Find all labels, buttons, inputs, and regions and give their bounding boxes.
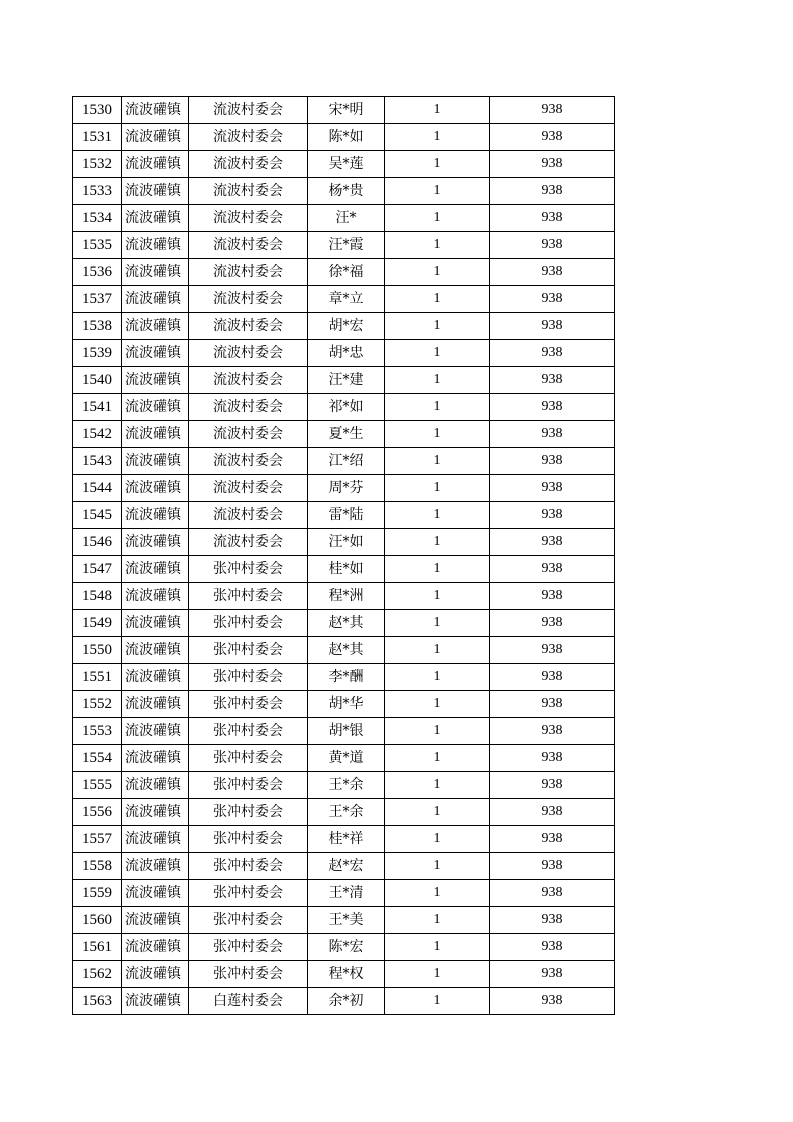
village-cell: 张冲村委会 bbox=[189, 772, 308, 799]
name-cell: 胡*宏 bbox=[308, 313, 385, 340]
village-cell: 白莲村委会 bbox=[189, 988, 308, 1015]
table-row bbox=[73, 232, 615, 259]
village-cell: 流波村委会 bbox=[189, 421, 308, 448]
row-number-cell: 1534 bbox=[73, 205, 122, 232]
village-cell: 流波村委会 bbox=[189, 97, 308, 124]
row-number-cell: 1530 bbox=[73, 97, 122, 124]
town-cell: 流波礶镇 bbox=[122, 259, 189, 286]
town-cell: 流波礶镇 bbox=[122, 772, 189, 799]
town-cell: 流波礶镇 bbox=[122, 610, 189, 637]
amount-cell: 938 bbox=[490, 826, 615, 853]
amount-cell: 938 bbox=[490, 394, 615, 421]
count-cell: 1 bbox=[385, 880, 490, 907]
row-number-cell: 1543 bbox=[73, 448, 122, 475]
amount-cell: 938 bbox=[490, 799, 615, 826]
table-row bbox=[73, 448, 615, 475]
town-cell: 流波礶镇 bbox=[122, 853, 189, 880]
table-row bbox=[73, 610, 615, 637]
table-row bbox=[73, 718, 615, 745]
row-number-cell: 1552 bbox=[73, 691, 122, 718]
town-cell: 流波礶镇 bbox=[122, 286, 189, 313]
village-cell: 流波村委会 bbox=[189, 529, 308, 556]
row-number-cell: 1535 bbox=[73, 232, 122, 259]
town-cell: 流波礶镇 bbox=[122, 394, 189, 421]
name-cell: 李*酬 bbox=[308, 664, 385, 691]
row-number-cell: 1540 bbox=[73, 367, 122, 394]
village-cell: 流波村委会 bbox=[189, 178, 308, 205]
row-number-cell: 1537 bbox=[73, 286, 122, 313]
count-cell: 1 bbox=[385, 907, 490, 934]
row-number-cell: 1541 bbox=[73, 394, 122, 421]
village-cell: 张冲村委会 bbox=[189, 934, 308, 961]
amount-cell: 938 bbox=[490, 502, 615, 529]
count-cell: 1 bbox=[385, 151, 490, 178]
count-cell: 1 bbox=[385, 367, 490, 394]
town-cell: 流波礶镇 bbox=[122, 961, 189, 988]
village-cell: 张冲村委会 bbox=[189, 583, 308, 610]
amount-cell: 938 bbox=[490, 664, 615, 691]
village-cell: 张冲村委会 bbox=[189, 691, 308, 718]
name-cell: 王*余 bbox=[308, 772, 385, 799]
row-number-cell: 1561 bbox=[73, 934, 122, 961]
town-cell: 流波礶镇 bbox=[122, 529, 189, 556]
table-row bbox=[73, 151, 615, 178]
row-number-cell: 1560 bbox=[73, 907, 122, 934]
name-cell: 胡*华 bbox=[308, 691, 385, 718]
amount-cell: 938 bbox=[490, 880, 615, 907]
town-cell: 流波礶镇 bbox=[122, 367, 189, 394]
table-row bbox=[73, 97, 615, 124]
village-cell: 流波村委会 bbox=[189, 232, 308, 259]
name-cell: 祁*如 bbox=[308, 394, 385, 421]
count-cell: 1 bbox=[385, 934, 490, 961]
table-row bbox=[73, 394, 615, 421]
count-cell: 1 bbox=[385, 124, 490, 151]
village-cell: 张冲村委会 bbox=[189, 826, 308, 853]
name-cell: 桂*如 bbox=[308, 556, 385, 583]
name-cell: 徐*福 bbox=[308, 259, 385, 286]
town-cell: 流波礶镇 bbox=[122, 799, 189, 826]
name-cell: 程*洲 bbox=[308, 583, 385, 610]
count-cell: 1 bbox=[385, 826, 490, 853]
count-cell: 1 bbox=[385, 583, 490, 610]
table-row bbox=[73, 367, 615, 394]
name-cell: 陈*宏 bbox=[308, 934, 385, 961]
town-cell: 流波礶镇 bbox=[122, 232, 189, 259]
table-row bbox=[73, 583, 615, 610]
town-cell: 流波礶镇 bbox=[122, 205, 189, 232]
village-cell: 流波村委会 bbox=[189, 475, 308, 502]
row-number-cell: 1539 bbox=[73, 340, 122, 367]
records-body bbox=[73, 97, 615, 1015]
count-cell: 1 bbox=[385, 664, 490, 691]
name-cell: 赵*宏 bbox=[308, 853, 385, 880]
name-cell: 王*清 bbox=[308, 880, 385, 907]
row-number-cell: 1532 bbox=[73, 151, 122, 178]
amount-cell: 938 bbox=[490, 637, 615, 664]
count-cell: 1 bbox=[385, 502, 490, 529]
row-number-cell: 1547 bbox=[73, 556, 122, 583]
count-cell: 1 bbox=[385, 637, 490, 664]
village-cell: 张冲村委会 bbox=[189, 637, 308, 664]
table-row bbox=[73, 772, 615, 799]
name-cell: 江*绍 bbox=[308, 448, 385, 475]
row-number-cell: 1545 bbox=[73, 502, 122, 529]
row-number-cell: 1531 bbox=[73, 124, 122, 151]
table-row bbox=[73, 826, 615, 853]
town-cell: 流波礶镇 bbox=[122, 313, 189, 340]
table-row bbox=[73, 205, 615, 232]
amount-cell: 938 bbox=[490, 691, 615, 718]
count-cell: 1 bbox=[385, 232, 490, 259]
table-row bbox=[73, 664, 615, 691]
row-number-cell: 1536 bbox=[73, 259, 122, 286]
amount-cell: 938 bbox=[490, 583, 615, 610]
amount-cell: 938 bbox=[490, 178, 615, 205]
amount-cell: 938 bbox=[490, 259, 615, 286]
amount-cell: 938 bbox=[490, 772, 615, 799]
amount-cell: 938 bbox=[490, 745, 615, 772]
name-cell: 汪*霞 bbox=[308, 232, 385, 259]
amount-cell: 938 bbox=[490, 610, 615, 637]
row-number-cell: 1533 bbox=[73, 178, 122, 205]
name-cell: 桂*祥 bbox=[308, 826, 385, 853]
town-cell: 流波礶镇 bbox=[122, 745, 189, 772]
row-number-cell: 1562 bbox=[73, 961, 122, 988]
amount-cell: 938 bbox=[490, 124, 615, 151]
village-cell: 张冲村委会 bbox=[189, 880, 308, 907]
village-cell: 流波村委会 bbox=[189, 205, 308, 232]
name-cell: 王*余 bbox=[308, 799, 385, 826]
town-cell: 流波礶镇 bbox=[122, 502, 189, 529]
count-cell: 1 bbox=[385, 772, 490, 799]
table-row bbox=[73, 961, 615, 988]
count-cell: 1 bbox=[385, 286, 490, 313]
town-cell: 流波礶镇 bbox=[122, 691, 189, 718]
table-row bbox=[73, 691, 615, 718]
table-row bbox=[73, 529, 615, 556]
amount-cell: 938 bbox=[490, 934, 615, 961]
table-row bbox=[73, 556, 615, 583]
count-cell: 1 bbox=[385, 799, 490, 826]
village-cell: 张冲村委会 bbox=[189, 718, 308, 745]
row-number-cell: 1546 bbox=[73, 529, 122, 556]
count-cell: 1 bbox=[385, 475, 490, 502]
table-row bbox=[73, 799, 615, 826]
village-cell: 张冲村委会 bbox=[189, 664, 308, 691]
village-cell: 流波村委会 bbox=[189, 286, 308, 313]
amount-cell: 938 bbox=[490, 286, 615, 313]
amount-cell: 938 bbox=[490, 97, 615, 124]
amount-cell: 938 bbox=[490, 529, 615, 556]
town-cell: 流波礶镇 bbox=[122, 556, 189, 583]
name-cell: 胡*忠 bbox=[308, 340, 385, 367]
name-cell: 汪*如 bbox=[308, 529, 385, 556]
amount-cell: 938 bbox=[490, 151, 615, 178]
row-number-cell: 1553 bbox=[73, 718, 122, 745]
count-cell: 1 bbox=[385, 178, 490, 205]
amount-cell: 938 bbox=[490, 556, 615, 583]
town-cell: 流波礶镇 bbox=[122, 934, 189, 961]
name-cell: 王*美 bbox=[308, 907, 385, 934]
town-cell: 流波礶镇 bbox=[122, 664, 189, 691]
table-row bbox=[73, 286, 615, 313]
count-cell: 1 bbox=[385, 988, 490, 1015]
row-number-cell: 1554 bbox=[73, 745, 122, 772]
village-cell: 张冲村委会 bbox=[189, 853, 308, 880]
table-row bbox=[73, 313, 615, 340]
village-cell: 流波村委会 bbox=[189, 394, 308, 421]
village-cell: 流波村委会 bbox=[189, 259, 308, 286]
amount-cell: 938 bbox=[490, 853, 615, 880]
count-cell: 1 bbox=[385, 961, 490, 988]
town-cell: 流波礶镇 bbox=[122, 718, 189, 745]
table-row bbox=[73, 907, 615, 934]
table-row bbox=[73, 340, 615, 367]
row-number-cell: 1559 bbox=[73, 880, 122, 907]
count-cell: 1 bbox=[385, 205, 490, 232]
table-row bbox=[73, 475, 615, 502]
amount-cell: 938 bbox=[490, 232, 615, 259]
amount-cell: 938 bbox=[490, 448, 615, 475]
amount-cell: 938 bbox=[490, 313, 615, 340]
row-number-cell: 1563 bbox=[73, 988, 122, 1015]
name-cell: 程*权 bbox=[308, 961, 385, 988]
amount-cell: 938 bbox=[490, 421, 615, 448]
row-number-cell: 1556 bbox=[73, 799, 122, 826]
town-cell: 流波礶镇 bbox=[122, 124, 189, 151]
count-cell: 1 bbox=[385, 853, 490, 880]
row-number-cell: 1544 bbox=[73, 475, 122, 502]
village-cell: 流波村委会 bbox=[189, 502, 308, 529]
name-cell: 夏*生 bbox=[308, 421, 385, 448]
town-cell: 流波礶镇 bbox=[122, 637, 189, 664]
town-cell: 流波礶镇 bbox=[122, 988, 189, 1015]
table-row bbox=[73, 745, 615, 772]
town-cell: 流波礶镇 bbox=[122, 340, 189, 367]
village-cell: 张冲村委会 bbox=[189, 556, 308, 583]
count-cell: 1 bbox=[385, 97, 490, 124]
count-cell: 1 bbox=[385, 691, 490, 718]
row-number-cell: 1551 bbox=[73, 664, 122, 691]
table-row bbox=[73, 637, 615, 664]
amount-cell: 938 bbox=[490, 475, 615, 502]
town-cell: 流波礶镇 bbox=[122, 880, 189, 907]
table-row bbox=[73, 124, 615, 151]
amount-cell: 938 bbox=[490, 340, 615, 367]
town-cell: 流波礶镇 bbox=[122, 421, 189, 448]
amount-cell: 938 bbox=[490, 961, 615, 988]
count-cell: 1 bbox=[385, 313, 490, 340]
name-cell: 胡*银 bbox=[308, 718, 385, 745]
name-cell: 雷*陆 bbox=[308, 502, 385, 529]
row-number-cell: 1555 bbox=[73, 772, 122, 799]
name-cell: 黄*道 bbox=[308, 745, 385, 772]
count-cell: 1 bbox=[385, 259, 490, 286]
name-cell: 宋*明 bbox=[308, 97, 385, 124]
count-cell: 1 bbox=[385, 745, 490, 772]
row-number-cell: 1542 bbox=[73, 421, 122, 448]
table-row bbox=[73, 178, 615, 205]
village-cell: 张冲村委会 bbox=[189, 745, 308, 772]
village-cell: 流波村委会 bbox=[189, 151, 308, 178]
town-cell: 流波礶镇 bbox=[122, 448, 189, 475]
name-cell: 陈*如 bbox=[308, 124, 385, 151]
village-cell: 张冲村委会 bbox=[189, 610, 308, 637]
town-cell: 流波礶镇 bbox=[122, 475, 189, 502]
count-cell: 1 bbox=[385, 421, 490, 448]
count-cell: 1 bbox=[385, 394, 490, 421]
row-number-cell: 1550 bbox=[73, 637, 122, 664]
count-cell: 1 bbox=[385, 448, 490, 475]
table-row bbox=[73, 934, 615, 961]
count-cell: 1 bbox=[385, 556, 490, 583]
name-cell: 杨*贵 bbox=[308, 178, 385, 205]
row-number-cell: 1558 bbox=[73, 853, 122, 880]
amount-cell: 938 bbox=[490, 367, 615, 394]
town-cell: 流波礶镇 bbox=[122, 826, 189, 853]
count-cell: 1 bbox=[385, 340, 490, 367]
amount-cell: 938 bbox=[490, 907, 615, 934]
table-row bbox=[73, 853, 615, 880]
table-row bbox=[73, 880, 615, 907]
town-cell: 流波礶镇 bbox=[122, 151, 189, 178]
table-row bbox=[73, 421, 615, 448]
village-cell: 流波村委会 bbox=[189, 448, 308, 475]
name-cell: 赵*其 bbox=[308, 637, 385, 664]
amount-cell: 938 bbox=[490, 718, 615, 745]
village-cell: 流波村委会 bbox=[189, 124, 308, 151]
village-cell: 流波村委会 bbox=[189, 367, 308, 394]
amount-cell: 938 bbox=[490, 205, 615, 232]
count-cell: 1 bbox=[385, 529, 490, 556]
name-cell: 汪*建 bbox=[308, 367, 385, 394]
town-cell: 流波礶镇 bbox=[122, 178, 189, 205]
table-row bbox=[73, 259, 615, 286]
town-cell: 流波礶镇 bbox=[122, 907, 189, 934]
count-cell: 1 bbox=[385, 718, 490, 745]
name-cell: 吴*莲 bbox=[308, 151, 385, 178]
table-row bbox=[73, 502, 615, 529]
name-cell: 余*初 bbox=[308, 988, 385, 1015]
row-number-cell: 1549 bbox=[73, 610, 122, 637]
row-number-cell: 1538 bbox=[73, 313, 122, 340]
name-cell: 赵*其 bbox=[308, 610, 385, 637]
amount-cell: 938 bbox=[490, 988, 615, 1015]
name-cell: 汪* bbox=[308, 205, 385, 232]
village-cell: 张冲村委会 bbox=[189, 907, 308, 934]
village-cell: 流波村委会 bbox=[189, 340, 308, 367]
town-cell: 流波礶镇 bbox=[122, 97, 189, 124]
count-cell: 1 bbox=[385, 610, 490, 637]
town-cell: 流波礶镇 bbox=[122, 583, 189, 610]
village-cell: 流波村委会 bbox=[189, 313, 308, 340]
records-table bbox=[72, 96, 615, 1015]
row-number-cell: 1557 bbox=[73, 826, 122, 853]
table-row bbox=[73, 988, 615, 1015]
name-cell: 章*立 bbox=[308, 286, 385, 313]
village-cell: 张冲村委会 bbox=[189, 799, 308, 826]
name-cell: 周*芬 bbox=[308, 475, 385, 502]
row-number-cell: 1548 bbox=[73, 583, 122, 610]
village-cell: 张冲村委会 bbox=[189, 961, 308, 988]
